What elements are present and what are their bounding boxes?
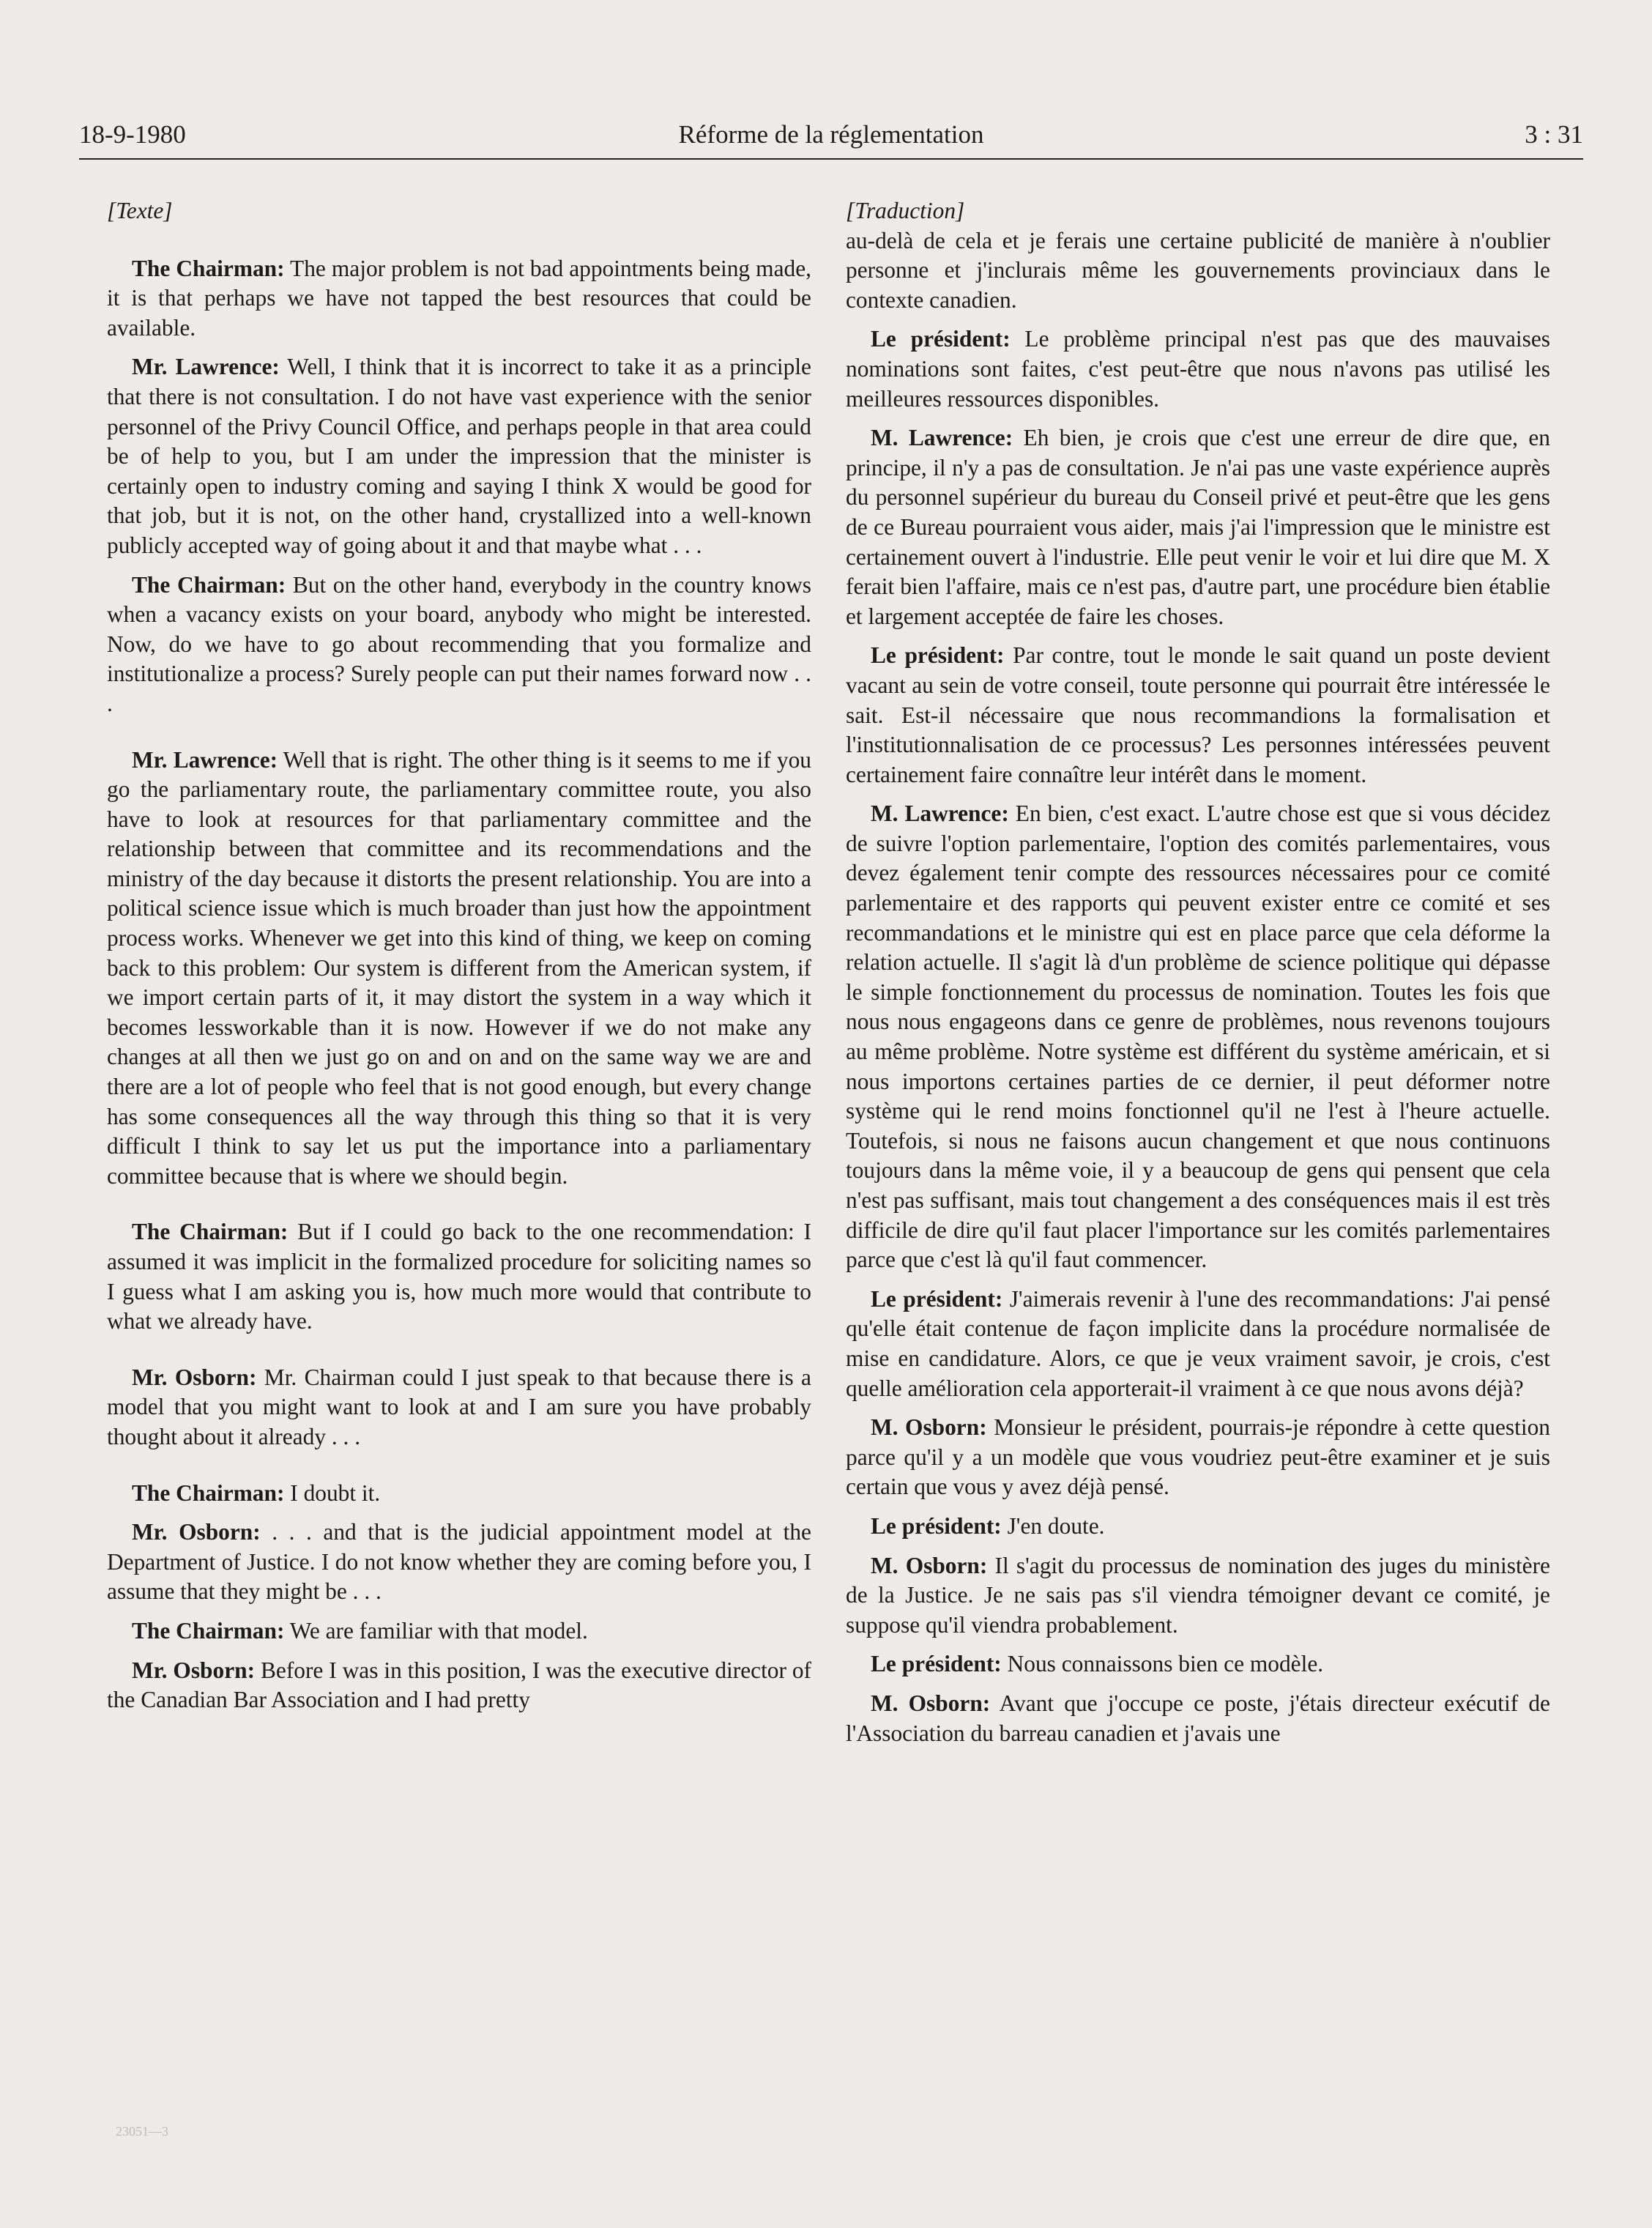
column-label: [Texte] [107,198,173,223]
transcript-paragraph [107,1363,811,1452]
transcript-paragraph [846,799,1550,1275]
transcript-paragraph [846,1649,1550,1679]
speaker-name: M. Osborn: [871,1690,991,1716]
speaker-name: The Chairman: [132,255,285,281]
speaker-name: M. Osborn: [871,1552,988,1578]
transcript-paragraph [107,1518,811,1607]
speech-text: We are familiar with that model. [284,1617,588,1644]
speaker-name: M. Osborn: [871,1414,987,1441]
speech-text: J'en doute. [1001,1512,1105,1539]
page-header [79,120,1583,160]
speaker-name: Le président: [871,642,1005,669]
speech-text: . . . and that is the judicial appointment model at the Department of Justice. I do not know whether they are coming before you, I assume that they might be . . . [107,1519,811,1605]
speaker-name: Mr. Osborn: [132,1364,257,1390]
speaker-name: Le président: [871,1512,1002,1539]
speech-text: Eh bien, je crois que c'est une erreur de dire que, en principe, il n'y a pas de consultation. Je n'ai pas une vaste expérience auprès du personnel supérieur du bureau du Conseil privé et peut-être que les gens de ce Bureau pourraient vous aider, mais j'ai l'impression que le ministre est certainement ouvert à l'industrie. Elle peut venir le voir et lui dire que M. X ferait bien l'affaire, mais ce n'est pas, d'autre part, une procédure bien établie et largement acceptée de faire les choses. [846,425,1550,629]
transcript-paragraph [846,1413,1550,1502]
transcript-paragraph [107,1616,811,1646]
speaker-name: Mr. Lawrence: [132,746,278,773]
speaker-name: Mr. Lawrence: [132,354,280,380]
transcript-paragraph [107,1217,811,1336]
speech-text: Par contre, tout le monde le sait quand un poste devient vacant au sein de votre conseil, toute personne qui pourrait être intéressée le sait. Est-il nécessaire que nous recommandions la formalisation et l'institutionnalisation de ce processus? Les personnes intéressées peuvent certainement faire connaître leur intérêt dans le moment. [846,642,1551,787]
speaker-name: Le président: [871,1285,1003,1312]
column-label: [Traduction] [846,198,965,223]
speech-text: But on the other hand, everybody in the country knows when a vacancy exists on your board, anybody who might be interested. Now, do we have to go about recommending that you formalize and institutionalize a process? Surely people can put their names forward now . . . [107,571,811,716]
speaker-name: M. Lawrence: [871,801,1009,827]
speech-text: Monsieur le président, pourrais-je répondre à cette question parce qu'il y a un modèle que vous voudriez peut-être examiner et je suis certain que vous y avez déjà pensé. [846,1414,1550,1500]
speech-text: The major problem is not bad appointments being made, it is that perhaps we have not tapped the best resources that could be available. [107,255,811,341]
transcript-paragraph [107,352,811,560]
speech-text: Il s'agit du processus de nomination des juges du ministère de la Justice. Je ne sais pas s'il viendra témoigner devant ce comité, je suppose qu'il viendra probablement. [846,1552,1550,1638]
french-column [846,196,1550,1758]
transcript-paragraph [107,1656,811,1715]
transcript-paragraph [107,571,811,719]
english-column [107,196,811,1725]
speaker-name: The Chairman: [132,1479,285,1506]
speech-text: Well, I think that it is incorrect to take it as a principle that there is not consultation. I do not have vast experience with the senior personnel of the Privy Council Office, and perhaps people in that area could be of help to you, but I am under the impression that the minister is certainly open to industry coming and saying I think X would be good for that job, but it is not, on the other hand, crystallized into a well-known publicly accepted way of going about it and that maybe what . . . [107,354,811,558]
transcript-paragraph [107,254,811,344]
speaker-name: M. Lawrence: [871,425,1013,451]
speech-text: Le problème principal n'est pas que des mauvaises nominations sont faites, c'est peut-être que nous n'avons pas utilisé les meilleures ressources disponibles. [846,326,1550,412]
transcript-paragraph [846,324,1550,414]
speech-text: Avant que j'occupe ce poste, j'étais directeur exécutif de l'Association du barreau canadien et j'avais une [846,1690,1550,1746]
speech-text: Before I was in this position, I was the executive director of the Canadian Bar Association and I had pretty [107,1657,811,1713]
transcript-paragraph [107,1479,811,1509]
transcript-paragraph [846,1285,1550,1403]
speech-text: Nous connaissons bien ce modèle. [1001,1651,1324,1677]
transcript-paragraph [846,1512,1550,1542]
transcript-paragraph [846,1689,1550,1748]
header-date: 18-9-1980 [79,120,186,149]
speech-text: I doubt it. [284,1479,381,1506]
speaker-name: Mr. Osborn: [132,1519,261,1545]
speech-text: But if I could go back to the one recommendation: I assumed it was implicit in the formalized procedure for soliciting names so I guess what I am asking you is, how much more would that contribute to what we already have. [107,1219,811,1334]
speech-text: Well that is right. The other thing is it seems to me if you go the parliamentary route, the parliamentary committee route, you also have to look at resources for that parliamentary committee and the relationship between that committee and its recommendations and the ministry of the day because it distorts the present relationship. You are into a political science issue which is much broader than just how the appointment process works. Whenever we get into this kind of thing, we keep on coming back to this problem: Our system is different from the American system, if we import certain parts of it, it may distort the system in a way which it becomes lessworkable than it is now. However if we do not make any changes at all then we just go on and on and on the same way we are and there are a lot of people who feel that is not good enough, but every change has some consequences all the way through this thing so that it is very difficult I think to say let us put the importance into a parliamentary committee because that is where we should begin. [107,746,811,1189]
speaker-name: Le président: [871,1651,1002,1677]
speech-text: J'aimerais revenir à l'une des recommandations: J'ai pensé qu'elle était contenue de façon implicite dans la procédure normalisée de mise en candidature. Alors, ce que je veux vraiment savoir, je crois, c'est quelle amélioration cela apporterait-il vraiment à ce que nous avons déjà? [846,1285,1550,1401]
continuation-text: au-delà de cela et je ferais une certaine publicité de manière à n'oublier personne et j'inclurais même les gouvernements provinciaux dans le contexte canadien. [846,227,1550,313]
speaker-name: Le président: [871,326,1011,352]
speech-text: En bien, c'est exact. L'autre chose est que si vous décidez de suivre l'option parlementaire, l'option des comités parlementaires, vous devez également tenir compte des ressources nécessaires pour ce comité parlementaire et des rapports qui peuvent exister entre ce comité et ses recommandations et le ministre qui est en place parce que cela déforme la relation actuelle. Il s'agit là d'un problème de science politique qui dépasse le simple fonctionnement du processus de nomination. Toutes les fois que nous nous engageons dans ce genre de problèmes, nous revenons toujours au même problème. Notre système est différent du système américain, et si nous importons certaines parties de ce dernier, il peut déformer notre système qui le rend moins fonctionnel qu'il ne l'est à l'heure actuelle. Toutefois, si nous ne faisons aucun changement et que nous continuons toujours dans la même voie, il y a beaucoup de gens qui pensent que cela n'est pas suffisant, mais tout changement a des conséquences mais il est très difficile de dire qu'il faut placer l'importance sur les comités parlementaires parce que c'est là qu'il faut commencer. [846,801,1551,1273]
transcript-paragraph [107,746,811,1192]
transcript-paragraph [846,1551,1550,1641]
speaker-name: Mr. Osborn: [132,1657,256,1683]
transcript-paragraph [846,641,1550,790]
speech-text: Mr. Chairman could I just speak to that because there is a model that you might want to look at and I am sure you have probably thought about it already . . . [107,1364,811,1449]
speaker-name: The Chairman: [132,1219,289,1245]
speaker-name: The Chairman: [132,1617,285,1644]
header-title: Réforme de la réglementation [678,120,984,149]
footer-code: 23051—3 [116,2124,168,2139]
speaker-name: The Chairman: [132,571,286,598]
transcript-paragraph [846,423,1550,631]
page-number: 3 : 31 [1525,120,1583,149]
